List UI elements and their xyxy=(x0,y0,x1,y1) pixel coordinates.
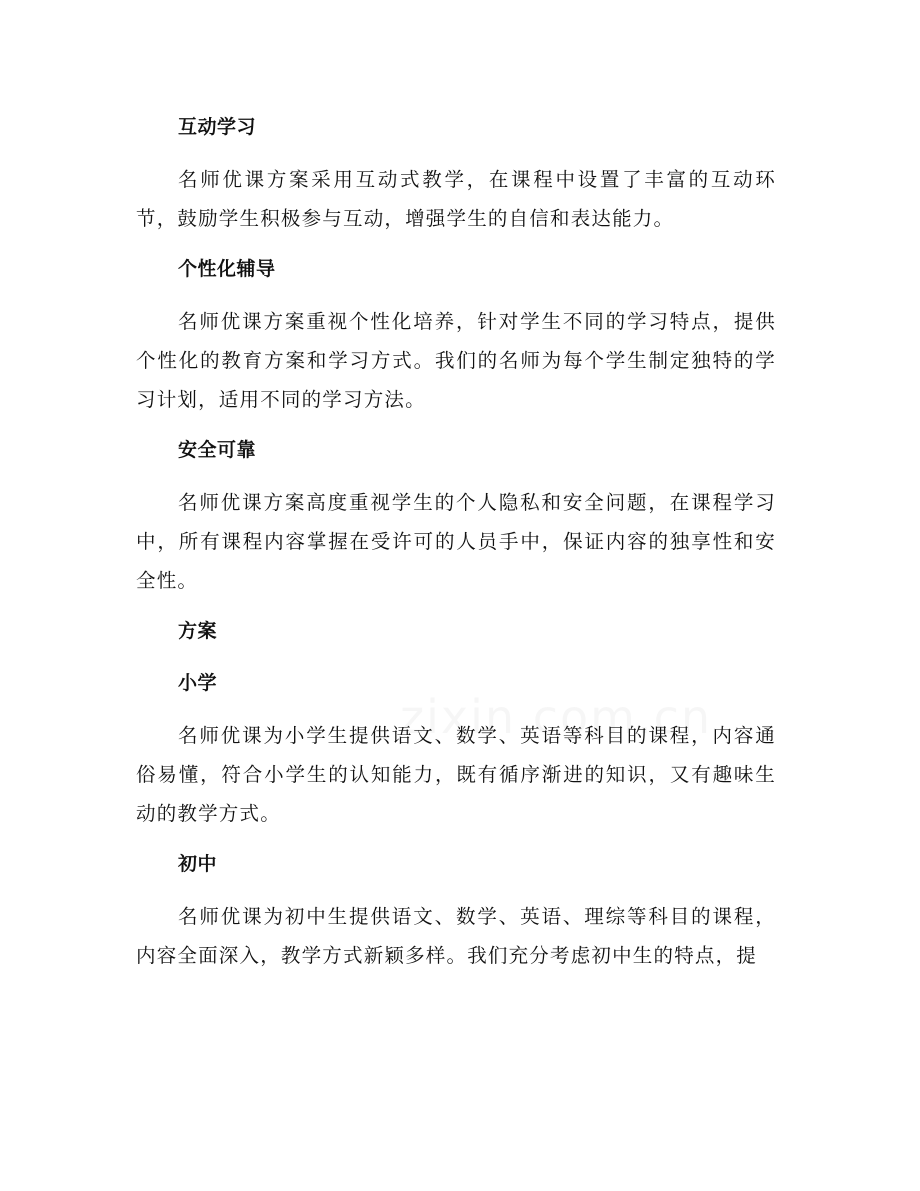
section-paragraph-personalized-tutoring: 名师优课方案重视个性化培养，针对学生不同的学习特点，提供个性化的教育方案和学习方式。我们的名师为每个学生制定独特的学习计划，适用不同的学习方法。 xyxy=(136,310,776,411)
section-heading-junior-high: 初中 xyxy=(178,853,218,875)
section-heading-plan: 方案 xyxy=(178,620,218,642)
section-paragraph-primary-school: 名师优课为小学生提供语文、数学、英语等科目的课程，内容通俗易懂，符合小学生的认知能力，既有循序渐进的知识，又有趣味生动的教学方式。 xyxy=(136,724,776,825)
section-paragraph-interactive-learning: 名师优课方案采用互动式教学，在课程中设置了丰富的互动环节，鼓励学生积极参与互动，增强学生的自信和表达能力。 xyxy=(136,168,776,230)
section-heading-primary-school: 小学 xyxy=(178,672,218,694)
document-body xyxy=(136,108,776,987)
section-heading-safe-reliable: 安全可靠 xyxy=(178,439,257,461)
section-heading-personalized-tutoring: 个性化辅导 xyxy=(178,258,276,280)
section-paragraph-junior-high: 名师优课为初中生提供语文、数学、英语、理综等科目的课程，内容全面深入，教学方式新颖多样。我们充分考虑初中生的特点，提 xyxy=(136,905,776,967)
section-heading-interactive-learning: 互动学习 xyxy=(178,116,257,138)
section-paragraph-safe-reliable: 名师优课方案高度重视学生的个人隐私和安全问题，在课程学习中，所有课程内容掌握在受许可的人员手中，保证内容的独享性和安全性。 xyxy=(136,491,776,592)
